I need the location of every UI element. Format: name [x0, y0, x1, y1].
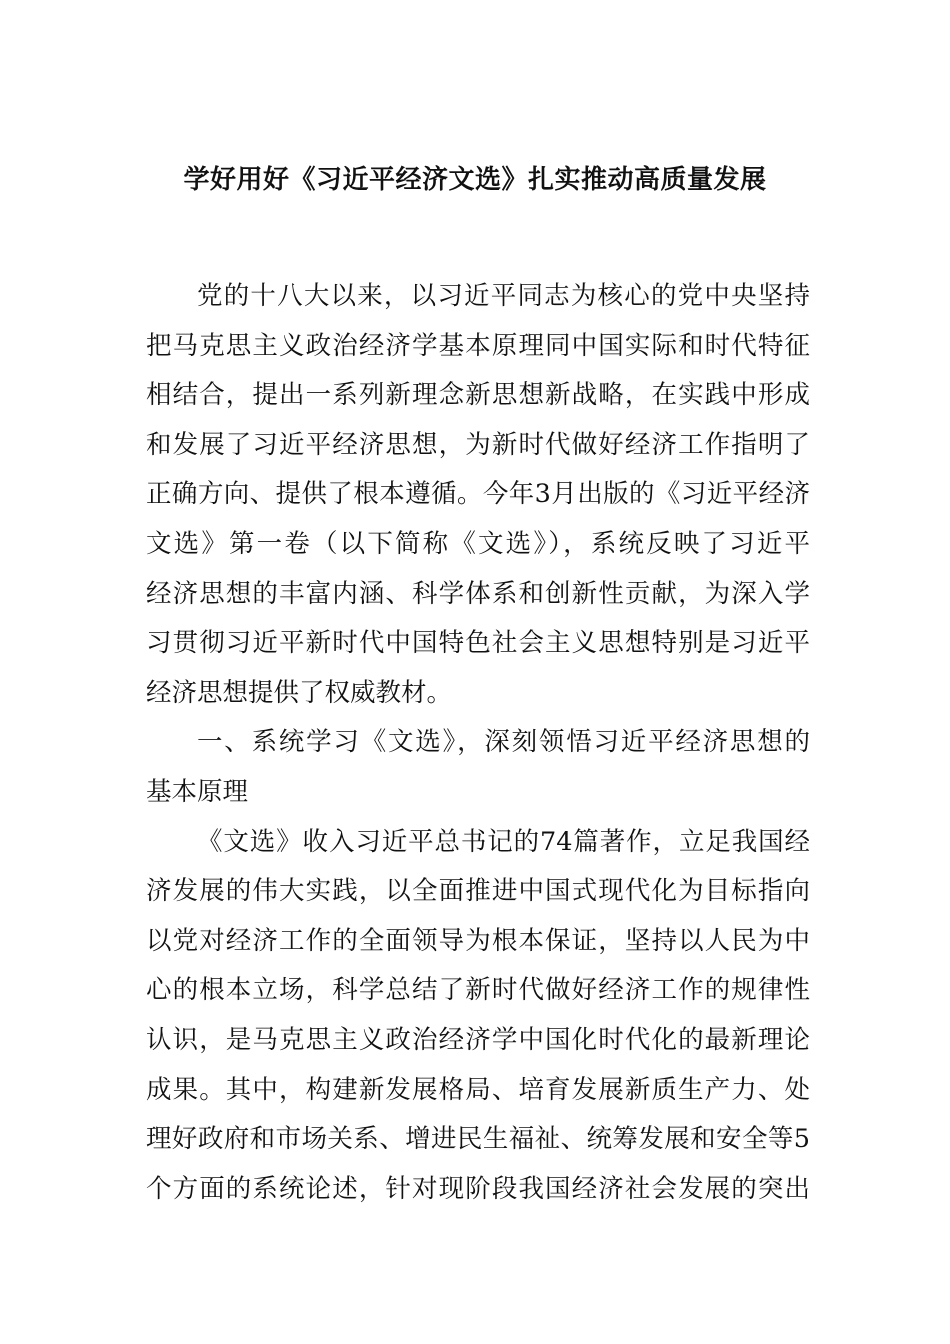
body-line: 经济思想提供了权威教材。: [146, 677, 453, 708]
document-title: 学好用好《习近平经济文选》扎实推动高质量发展: [183, 165, 767, 195]
body-line: 基本原理: [146, 776, 249, 807]
body-line: 把马克思主义政治经济学基本原理同中国实际和时代特征: [146, 330, 810, 361]
body-line: 习贯彻习近平新时代中国特色社会主义思想特别是习近平: [146, 628, 810, 659]
body-line: 个方面的系统论述，针对现阶段我国经济社会发展的突出: [146, 1173, 810, 1204]
body-line: 成果。其中，构建新发展格局、培育发展新质生产力、处: [146, 1074, 810, 1105]
body-line: 党的十八大以来，以习近平同志为核心的党中央坚持: [197, 281, 810, 311]
body-line: 经济思想的丰富内涵、科学体系和创新性贡献，为深入学: [146, 578, 810, 609]
body-line: 认识，是马克思主义政治经济学中国化时代化的最新理论: [146, 1024, 810, 1055]
document-body: [146, 272, 810, 1214]
body-line: 《文选》收入习近平总书记的74篇著作，立足我国经: [197, 826, 810, 857]
body-line: 以党对经济工作的全面领导为根本保证，坚持以人民为中: [146, 925, 810, 956]
body-line: 理好政府和市场关系、增进民生福祉、统筹发展和安全等5: [146, 1124, 810, 1155]
body-line: 正确方向、提供了根本遵循。今年3月出版的《习近平经济: [146, 479, 810, 510]
body-line: 一、系统学习《文选》，深刻领悟习近平经济思想的: [197, 727, 810, 758]
body-line: 文选》第一卷（以下简称《文选》），系统反映了习近平: [146, 528, 810, 559]
body-line: 济发展的伟大实践，以全面推进中国式现代化为目标指向: [146, 876, 810, 907]
body-line: 相结合，提出一系列新理念新思想新战略，在实践中形成: [146, 380, 810, 411]
body-line: 心的根本立场，科学总结了新时代做好经济工作的规律性: [146, 975, 810, 1006]
body-line: 和发展了习近平经济思想，为新时代做好经济工作指明了: [146, 429, 810, 460]
